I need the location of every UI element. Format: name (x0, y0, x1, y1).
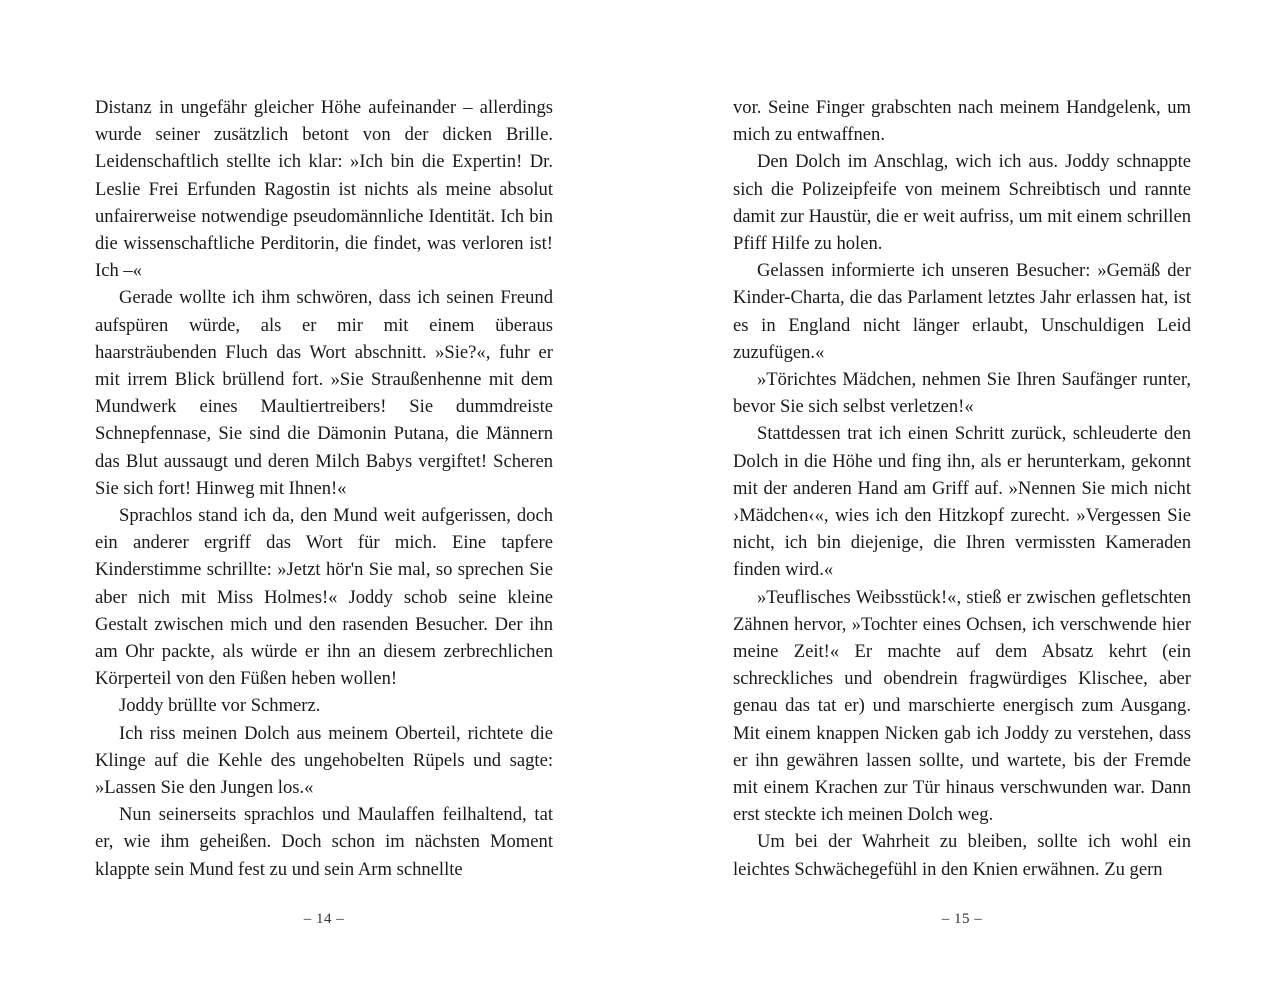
paragraph: Ich riss meinen Dolch aus meinem Oberteil, richtete die Klinge auf die Kehle des ungehobelten Rüpels und sagte: »Lassen Sie den Jungen los.« (95, 722, 553, 799)
page-number: – 15 – (941, 911, 983, 927)
paragraph: Gerade wollte ich ihm schwören, dass ich seinen Freund aufspüren würde, als er mir mit einem überaus haarsträubenden Fluch das Wort abschnitt. »Sie?«, fuhr er mit irrem Blick brüllend fort. »Sie Straußenhenne mit dem Mundwerk eines Maultiertreibers! Sie dummdreiste Schnepfennase, Sie sind die Dämonin Putana, die Männern das Blut aussaugt und deren Milch Babys vergiftet! Scheren Sie sich fort! Hinweg mit Ihnen!« (95, 287, 553, 499)
paragraph: Joddy brüllte vor Schmerz. (119, 695, 321, 717)
paragraph: Gelassen informierte ich unseren Besucher: »Gemäß der Kinder-Charta, die das Parlament letztes Jahr erlassen hat, ist es in England nicht länger erlaubt, Unschuldigen Leid zuzufügen.« (733, 260, 1191, 363)
paragraph: Den Dolch im Anschlag, wich ich aus. Joddy schnappte sich die Polizeipfeife von meinem Schreibtisch und rannte damit zur Haustür, die er weit aufriss, um mit einem schrillen Pfiff Hilfe zu holen. (733, 151, 1191, 255)
left-page (0, 0, 642, 1000)
right-page-text (733, 94, 1191, 883)
paragraph: Stattdessen trat ich einen Schritt zurück, schleuderte den Dolch in die Höhe und fing ihn, als er herunterkam, gekonnt mit der anderen Hand am Griff auf. »Nennen Sie mich nicht ›Mädchen‹«, wies ich den Hitzkopf zurecht. »Vergessen Sie nicht, ich bin diejenige, die Ihren vermissten Kameraden finden wird.« (733, 423, 1191, 581)
paragraph: »Törichtes Mädchen, nehmen Sie Ihren Saufänger runter, bevor Sie sich selbst verletzen!« (733, 369, 1191, 418)
page-number: – 14 – (303, 911, 345, 927)
paragraph: vor. Seine Finger grabschten nach meinem Handgelenk, um mich zu entwaffnen. (733, 97, 1191, 146)
right-page (642, 0, 1284, 1000)
paragraph: Um bei der Wahrheit zu bleiben, sollte ich wohl ein leichtes Schwächegefühl in den Knien erwähnen. Zu gern (733, 831, 1191, 880)
paragraph: Nun seinerseits sprachlos und Maulaffen feilhaltend, tat er, wie ihm geheißen. Doch schon im nächsten Moment klappte sein Mund fest zu und sein Arm schnellte (95, 804, 553, 880)
paragraph: »Teuflisches Weibsstück!«, stieß er zwischen gefletschten Zähnen hervor, »Tochter eines Ochsen, ich verschwende hier meine Zeit!« Er machte auf dem Absatz kehrt (ein schreckliches und obendrein fragwürdiges Klischee, aber genau das tat er) und marschierte energisch zum Ausgang. Mit einem knappen Nicken gab ich Joddy zu verstehen, dass er ihn gewähren lassen sollte, und wartete, bis der Fremde mit einem Krachen zur Tür hinaus verschwunden war. Dann erst steckte ich meinen Dolch weg. (733, 586, 1191, 826)
paragraph: Sprachlos stand ich da, den Mund weit aufgerissen, doch ein anderer ergriff das Wort für mich. Eine tapfere Kinderstimme schrillte: »Jetzt hör'n Sie mal, so sprechen Sie aber nich mit Miss Holmes!« Joddy schob seine kleine Gestalt zwischen mich und den rasenden Besucher. Der ihn am Ohr packte, als würde er ihn an diesem zerbrechlichen Körperteil von den Füßen heben wollen! (95, 505, 553, 690)
paragraph: Distanz in ungefähr gleicher Höhe aufeinander – allerdings wurde seiner zusätzlich betont von der dicken Brille. Leidenschaftlich stellte ich klar: »Ich bin die Expertin! Dr. Leslie Frei Erfunden Ragostin ist nichts als meine absolut unfairerweise notwendige pseudomännliche Identität. Ich bin die wissenschaftliche Perditorin, die findet, was verloren ist! Ich –« (95, 97, 553, 282)
left-page-text (95, 94, 553, 883)
